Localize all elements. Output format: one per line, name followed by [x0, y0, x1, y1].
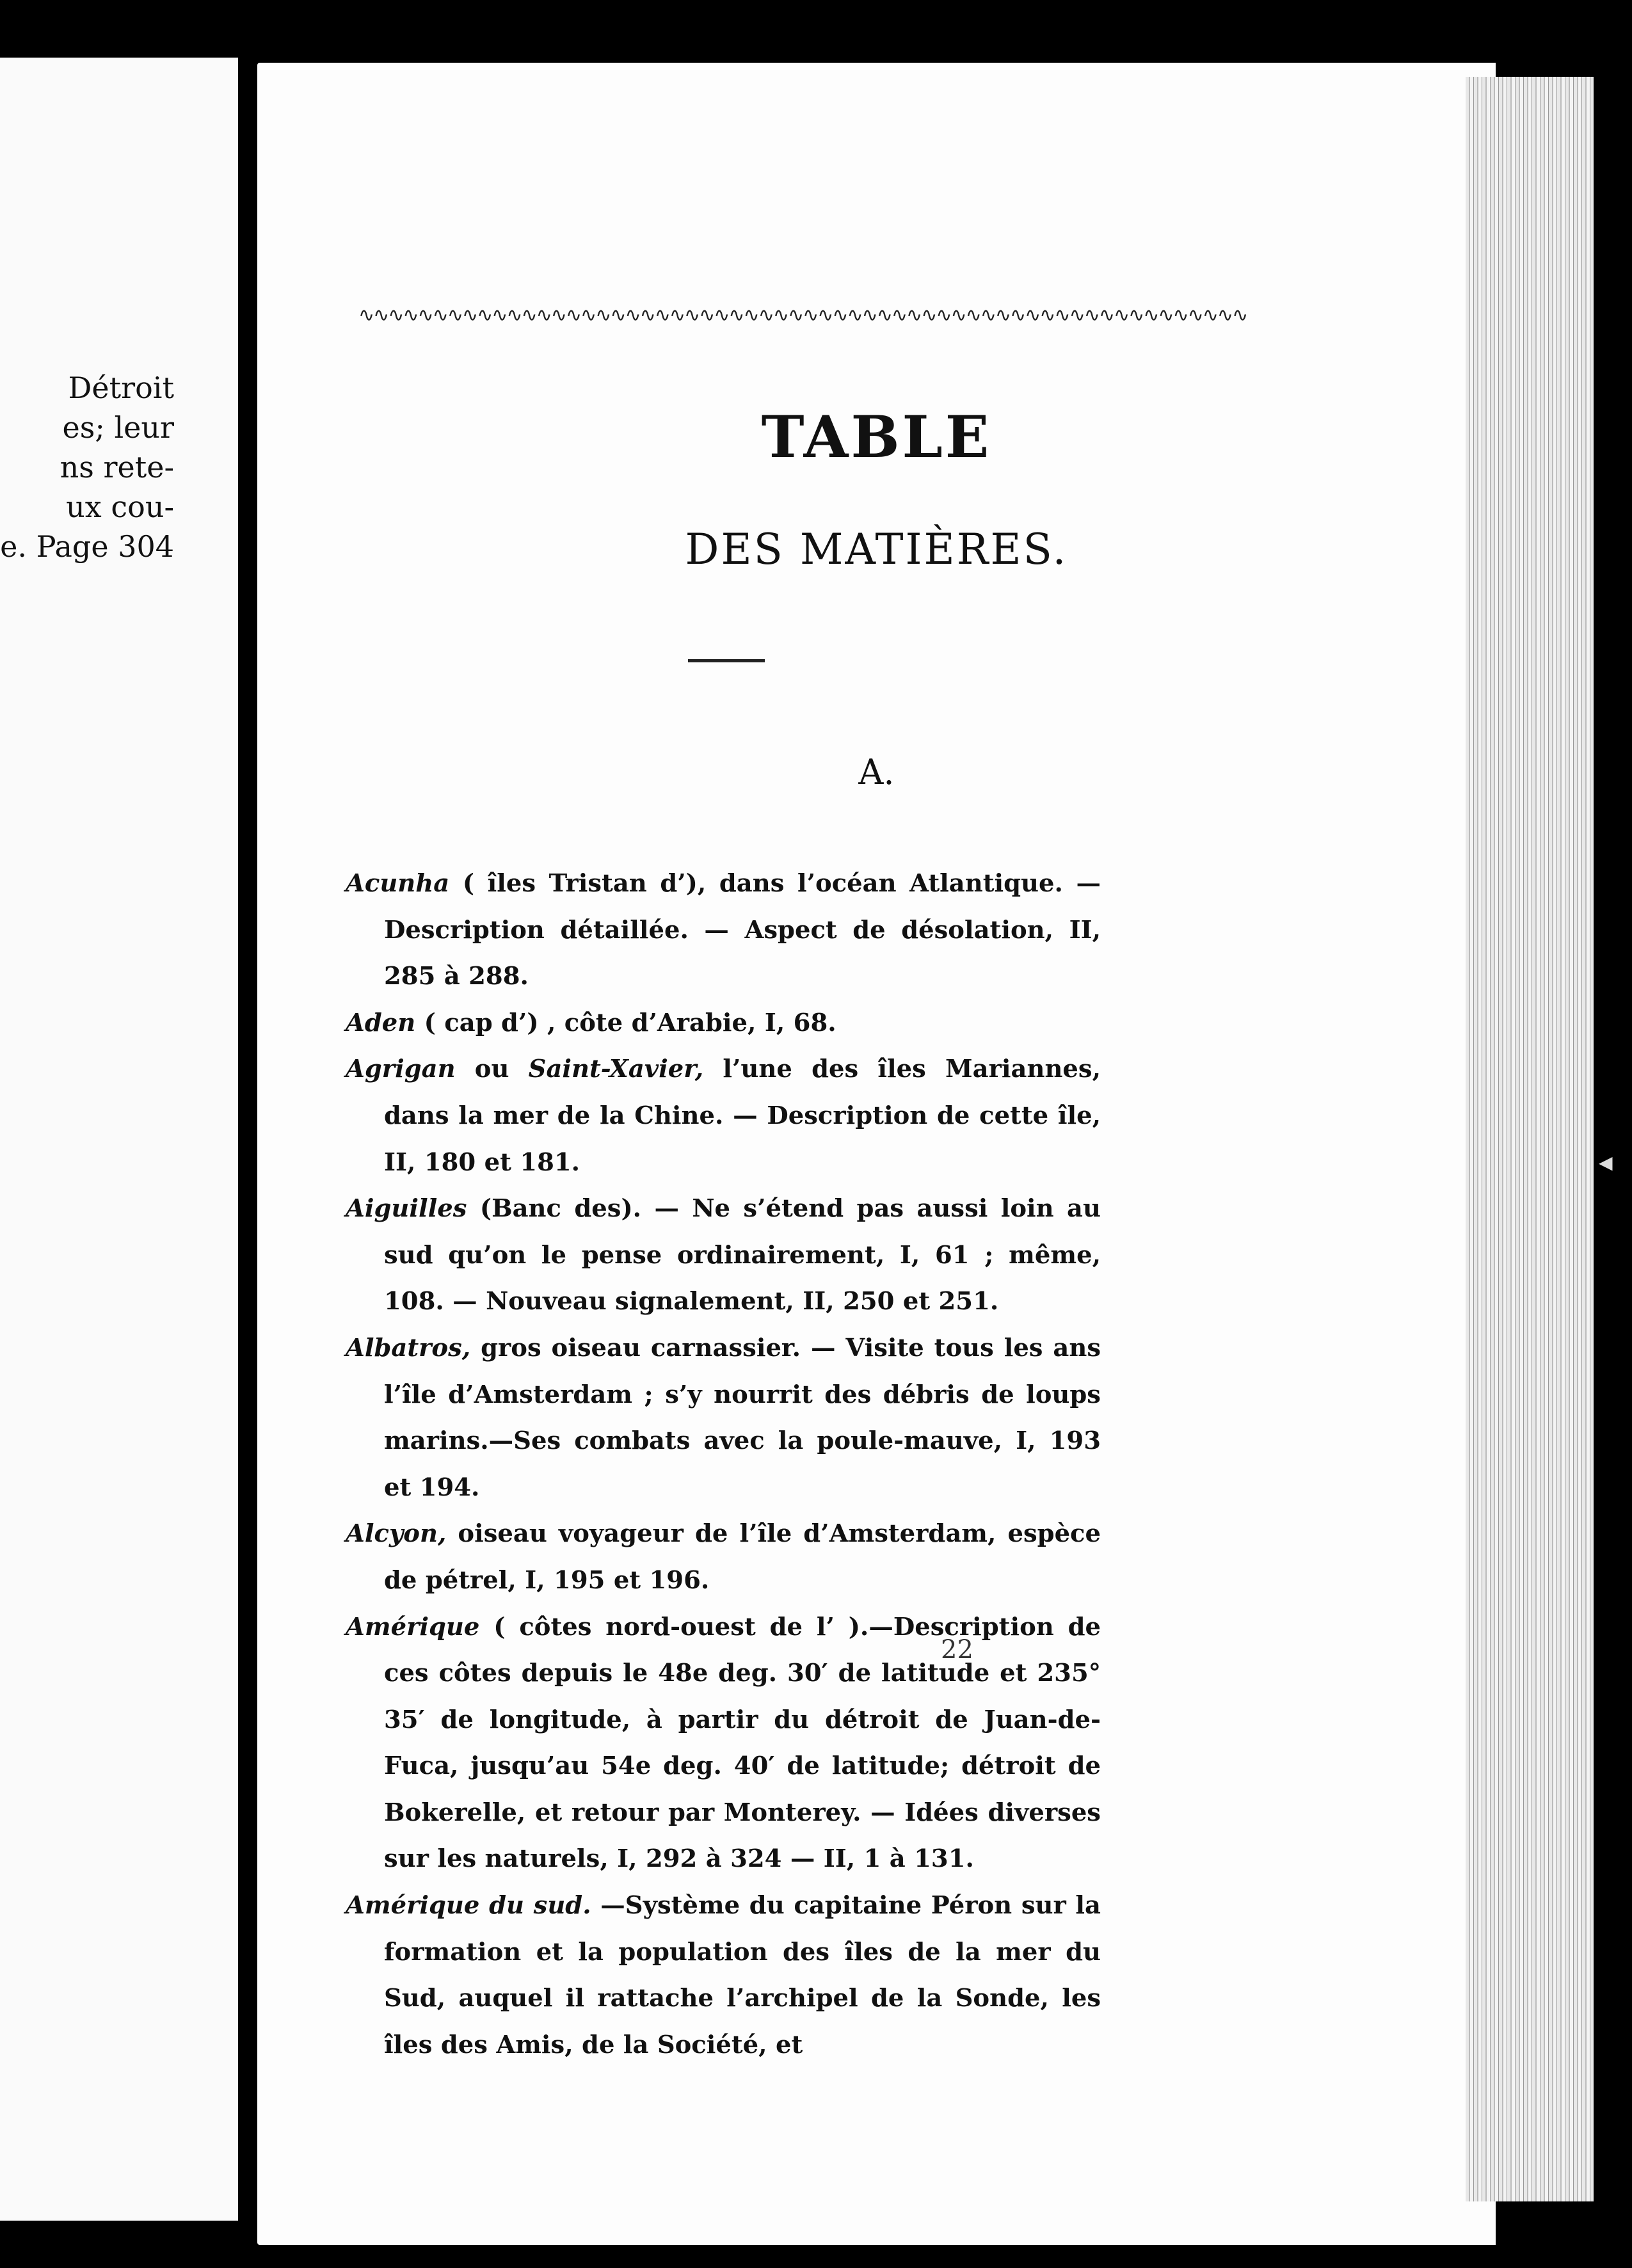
entry-text: gros oiseau carnassier. — Visite tous les ans l’île d’Amsterdam ; s’y nourrit des débris de loups marins.—Ses combats avec la poule-mauve, I, 193 et 194. [384, 1333, 1101, 1502]
facing-page-text [0, 368, 174, 566]
entry-text: ( côtes nord-ouest de l’ ).—Description de ces côtes depuis le 48e deg. 30′ de latitude et 235° 35′ de longitude, à partir du détroit de Juan-de-Fuca, jusqu’au 54e deg. 40′ de latitude; détroit de Bokerelle, et retour par Monterey. — Idées diverses sur les naturels, I, 292 à 324 — II, 1 à 131. [384, 1612, 1101, 1874]
entry-term: Aden [346, 1008, 416, 1037]
entry-text: ( cap d’) , côte d’Arabie, I, 68. [415, 1008, 836, 1037]
index-entry [346, 1604, 1101, 1883]
entry-text: ( îles Tristan d’), dans l’océan Atlantique. — Description détaillée. — Aspect de désolation, II, 285 à 288. [384, 869, 1101, 991]
entry-term: Agrigan [346, 1055, 456, 1084]
page-title: TABLE [761, 403, 992, 471]
entry-term: Amérique [346, 1612, 480, 1641]
entry-text: —Système du capitaine Péron sur la formation et la population des îles de la mer du Sud, auquel il rattache l’archipel de la Sonde, les îles des Amis, de la Société, et [384, 1891, 1101, 2059]
facing-line: ns rete- [60, 450, 174, 484]
entry-text: oiseau voyageur de l’île d’Amsterdam, espèce de pétrel, I, 195 et 196. [384, 1519, 1101, 1595]
signature-mark: 22 [941, 1635, 973, 1665]
entry-term: Aiguilles [346, 1194, 467, 1224]
page-subtitle: DES MATIÈRES. [685, 525, 1068, 574]
entry-text: l’une des îles Mariannes, dans la mer de la Chine. — Description de cette île, II, 180 et 181. [384, 1055, 1101, 1177]
entry-text: (Banc des). — Ne s’étend pas aussi loin au sud qu’on le pense ordinairement, I, 61 ; même, 108. — Nouveau signalement, II, 250 et 251. [384, 1194, 1101, 1316]
index-entry [346, 1000, 1101, 1047]
decorative-ornament-rule: ∿∿∿∿∿∿∿∿∿∿∿∿∿∿∿∿∿∿∿∿∿∿∿∿∿∿∿∿∿∿∿∿∿∿∿∿∿∿∿∿∿∿∿∿∿∿∿∿∿∿∿∿∿∿∿∿∿∿∿∿ [358, 304, 1247, 326]
facing-line: Détroit [68, 371, 174, 405]
index-entry [346, 861, 1101, 1000]
index-entry [346, 1186, 1101, 1325]
entry-term: Albatros, [346, 1333, 471, 1362]
entry-term: Alcyon, [346, 1519, 447, 1549]
index-entry [346, 1511, 1101, 1604]
edge-arrow-icon: ◀ [1599, 1152, 1613, 1173]
entry-term: Amérique du sud. [346, 1891, 591, 1921]
index-entry [346, 1046, 1101, 1186]
index-entries [346, 861, 1101, 2068]
entry-text: ou [455, 1055, 529, 1084]
entry-term: Acunha [346, 869, 450, 898]
section-letter: A. [858, 752, 895, 792]
facing-line: e. Page 304 [0, 529, 174, 564]
facing-line: es; leur [62, 410, 174, 445]
facing-page-left [0, 58, 238, 2221]
index-entry [346, 1883, 1101, 2068]
index-entry [346, 1325, 1101, 1511]
facing-line: ux cou- [66, 490, 174, 524]
entry-term-alt: Saint-Xavier, [528, 1055, 704, 1084]
section-divider [688, 659, 765, 662]
page-edges-stack [1466, 77, 1594, 2201]
